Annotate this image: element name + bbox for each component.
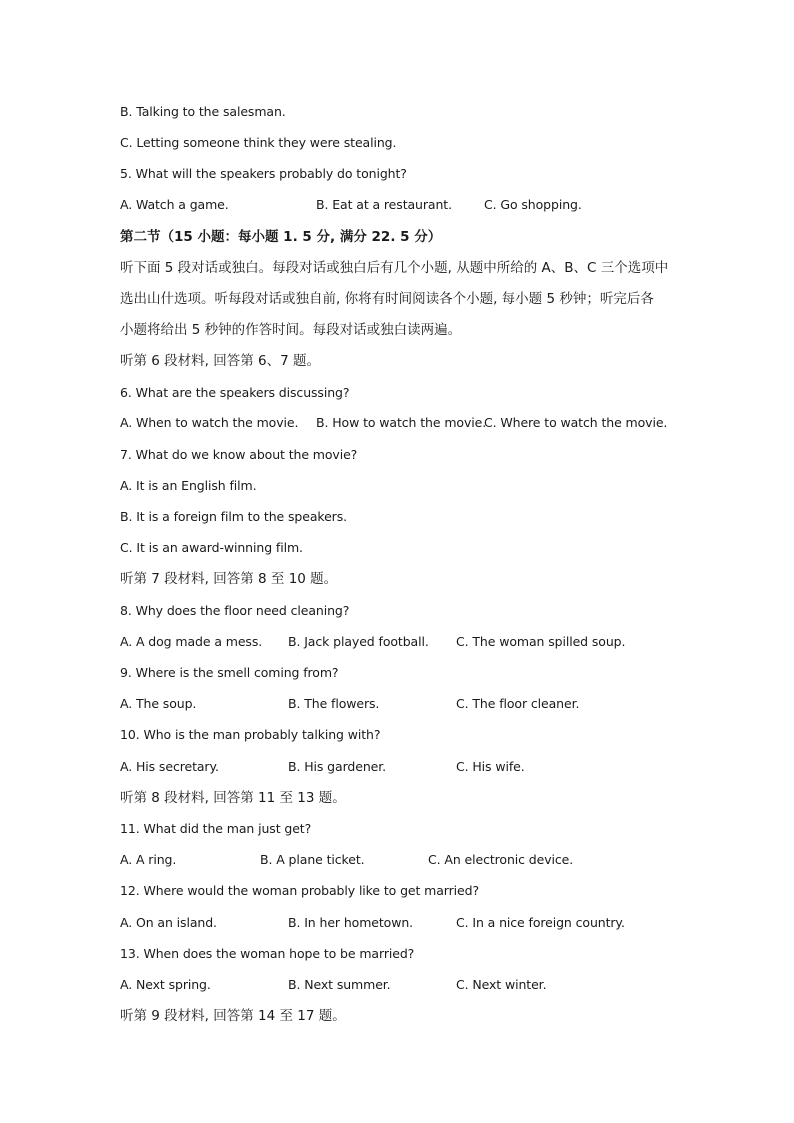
question-13: 13. When does the woman hope to be married?	[120, 946, 415, 961]
q5-option-b: B. Eat at a restaurant.	[316, 197, 452, 212]
q5-option-c: C. Go shopping.	[484, 197, 582, 212]
q9-option-a: A. The soup.	[120, 696, 197, 711]
question-9: 9. Where is the smell coming from?	[120, 665, 339, 680]
question-10: 10. Who is the man probably talking with?	[120, 727, 381, 742]
q13-option-a: A. Next spring.	[120, 977, 211, 992]
q8-option-b: B. Jack played football.	[288, 634, 429, 649]
q8-option-a: A. A dog made a mess.	[120, 634, 263, 649]
q9-option-b: B. The flowers.	[288, 696, 380, 711]
q6-option-c: C. Where to watch the movie.	[484, 415, 668, 430]
section-2-heading: 第二节（15 小题：每小题 1. 5 分, 满分 22. 5 分）	[120, 229, 442, 245]
question-6: 6. What are the speakers discussing?	[120, 385, 350, 400]
q9-option-c: C. The floor cleaner.	[456, 696, 580, 711]
question-12: 12. Where would the woman probably like to get married?	[120, 883, 479, 898]
q11-option-c: C. An electronic device.	[428, 852, 574, 867]
question-8: 8. Why does the floor need cleaning?	[120, 603, 350, 618]
q5-option-a: A. Watch a game.	[120, 197, 229, 212]
q13-option-b: B. Next summer.	[288, 977, 391, 992]
q6-option-a: A. When to watch the movie.	[120, 415, 299, 430]
segment-6-heading: 听第 6 段材料, 回答第 6、7 题。	[120, 353, 321, 369]
segment-9-heading: 听第 9 段材料, 回答第 14 至 17 题。	[120, 1008, 346, 1024]
q12-option-b: B. In her hometown.	[288, 915, 414, 930]
q4-option-b: B. Talking to the salesman.	[120, 104, 286, 119]
instructions-line-3: 小题将给出 5 秒钟的作答时间。每段对话或独白读两遍。	[120, 322, 462, 338]
q10-option-a: A. His secretary.	[120, 759, 219, 774]
q4-option-c: C. Letting someone think they were stealing.	[120, 135, 397, 150]
q10-option-b: B. His gardener.	[288, 759, 386, 774]
q13-option-c: C. Next winter.	[456, 977, 547, 992]
q11-option-a: A. A ring.	[120, 852, 177, 867]
question-7: 7. What do we know about the movie?	[120, 447, 358, 462]
q12-option-a: A. On an island.	[120, 915, 217, 930]
instructions-line-2: 选出山什选项。听每段对话或独自前, 你将有时间阅读各个小题, 每小题 5 秒钟；听完后各	[120, 291, 654, 307]
q11-option-b: B. A plane ticket.	[260, 852, 365, 867]
instructions-line-1: 听下面 5 段对话或独白。每段对话或独白后有几个小题, 从题中所给的 A、B、C 三个选项中	[120, 260, 669, 276]
q12-option-c: C. In a nice foreign country.	[456, 915, 625, 930]
question-5: 5. What will the speakers probably do tonight?	[120, 166, 407, 181]
q10-option-c: C. His wife.	[456, 759, 525, 774]
segment-7-heading: 听第 7 段材料, 回答第 8 至 10 题。	[120, 571, 338, 587]
q7-option-a: A. It is an English film.	[120, 478, 257, 493]
q8-option-c: C. The woman spilled soup.	[456, 634, 626, 649]
q7-option-c: C. It is an award-winning film.	[120, 540, 303, 555]
question-11: 11. What did the man just get?	[120, 821, 312, 836]
segment-8-heading: 听第 8 段材料, 回答第 11 至 13 题。	[120, 790, 346, 806]
q7-option-b: B. It is a foreign film to the speakers.	[120, 509, 347, 524]
q6-option-b: B. How to watch the movie.	[316, 415, 487, 430]
